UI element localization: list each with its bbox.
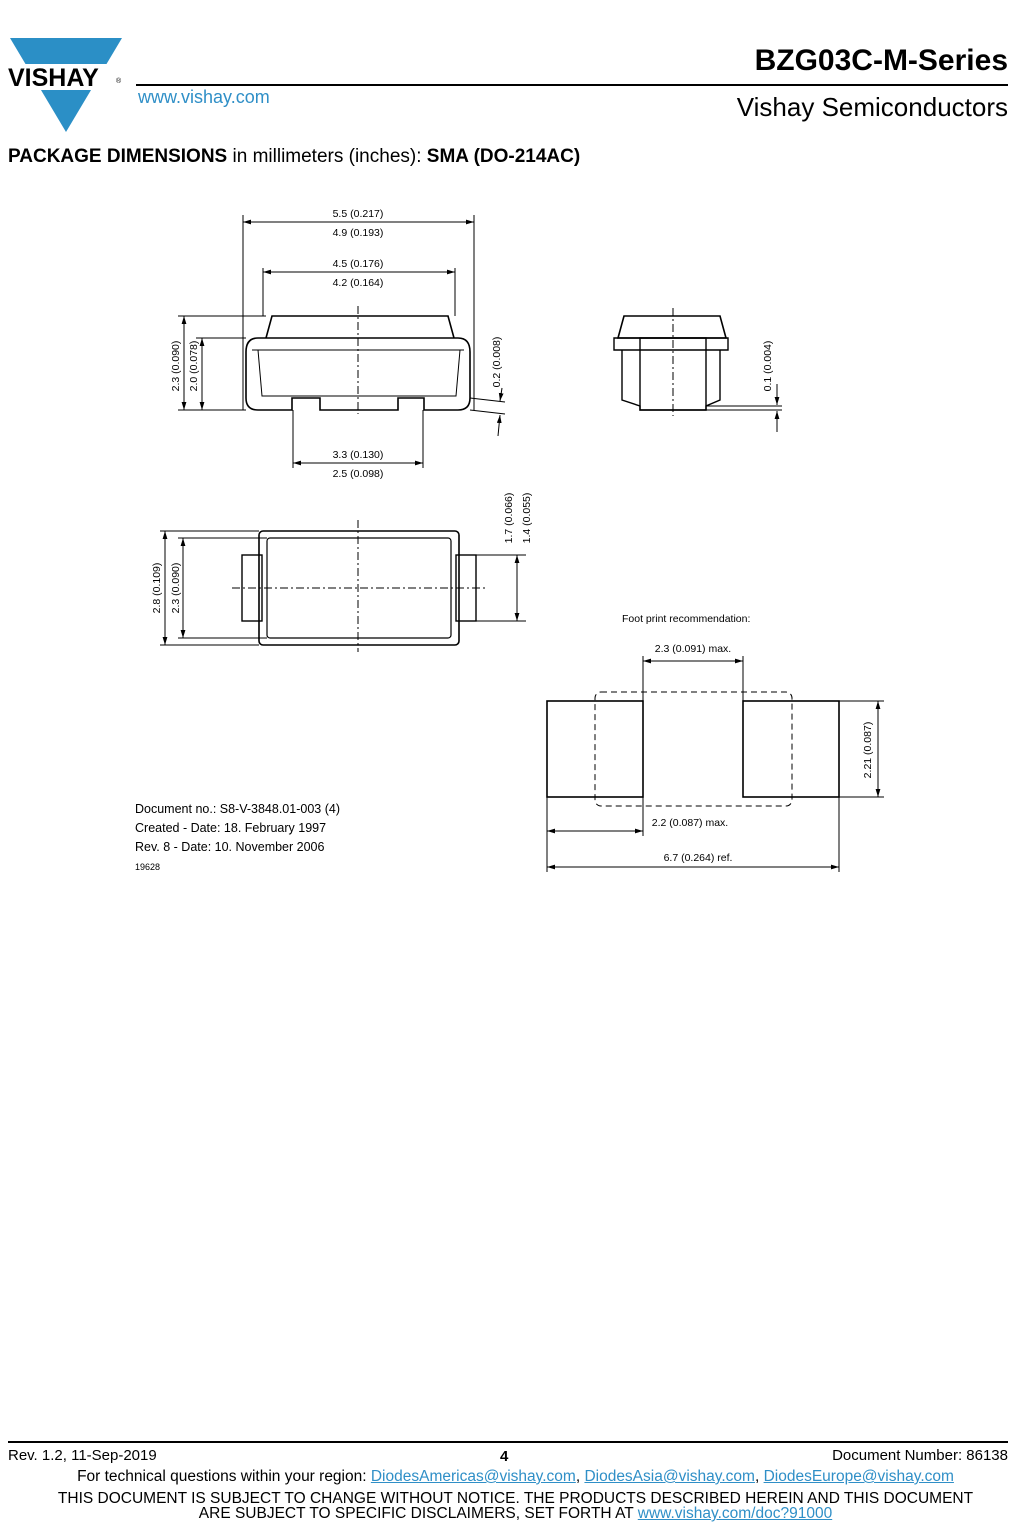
fp-total: 6.7 (0.264) ref. [663,852,733,864]
dim-side-offset: 0.1 (0.004) [762,340,774,392]
logo-wordmark: VISHAY [8,64,99,92]
dim-top-height-min: 2.3 (0.090) [170,562,182,614]
dim-height-max: 2.3 (0.090) [170,340,182,392]
dim-body-min: 4.2 (0.164) [332,277,384,289]
fp-gap: 2.3 (0.091) max. [654,643,732,655]
heading-bold: PACKAGE DIMENSIONS [8,146,228,167]
fp-pad-width: 2.2 (0.087) max. [651,817,729,829]
vishay-logo [6,36,126,134]
svg-text:®: ® [116,78,122,85]
dim-body-max: 4.5 (0.176) [332,258,384,270]
dim-top-height-max: 2.8 (0.109) [151,562,163,614]
doc-info-created: Created - Date: 18. February 1997 [135,821,327,835]
email-asia-link[interactable]: DiodesAsia@vishay.com [584,1468,755,1485]
doc-info-number: Document no.: S8-V-3848.01-003 (4) [135,802,340,816]
disclaimer-line-2 [0,1505,1031,1523]
side-view [178,215,505,468]
document-number: Document Number: 86138 [832,1447,1008,1464]
contact-line [0,1468,1031,1486]
dim-height-min: 2.0 (0.078) [188,340,200,392]
header-rule [136,84,1008,86]
dim-lead-thickness: 0.2 (0.008) [491,336,503,388]
figure-id: 19628 [135,862,161,872]
end-view [614,308,782,432]
separator: , [575,1468,585,1485]
top-view [160,520,526,652]
website-link[interactable]: www.vishay.com [138,87,270,107]
dim-lead-space-min: 2.5 (0.098) [332,468,384,480]
disclaimer-link[interactable]: www.vishay.com/doc?91000 [637,1505,833,1522]
email-europe-link[interactable]: DiodesEurope@vishay.com [763,1468,954,1485]
company-name: Vishay Semiconductors [736,92,1008,122]
separator: , [754,1468,764,1485]
package-dimension-drawing [0,180,1031,900]
dim-width-max: 5.5 (0.217) [332,208,384,220]
heading-normal: in millimeters (inches): [227,146,427,167]
footprint-view [547,656,884,872]
doc-info-revision: Rev. 8 - Date: 10. November 2006 [135,840,325,854]
dim-width-min: 4.9 (0.193) [332,227,384,239]
heading-package: SMA (DO-214AC) [426,146,581,167]
fp-pad-height: 2.21 (0.087) [862,721,874,779]
footprint-title: Foot print recommendation: [622,613,751,625]
email-americas-link[interactable]: DiodesAmericas@vishay.com [370,1468,576,1485]
document-title: BZG03C-M-Series [754,44,1008,77]
dim-lead-len-min: 1.4 (0.055) [521,492,533,544]
disclaimer-line-1: THIS DOCUMENT IS SUBJECT TO CHANGE WITHOUT NOTICE. THE PRODUCTS DESCRIBED HEREIN AND THIS DOCUMENT [57,1490,974,1507]
dim-lead-len-max: 1.7 (0.066) [503,492,515,544]
page-number: 4 [500,1448,509,1465]
section-heading [8,146,580,168]
footer-rule [8,1441,1008,1443]
footer-revision: Rev. 1.2, 11-Sep-2019 [8,1447,157,1464]
disclaimer-prefix: ARE SUBJECT TO SPECIFIC DISCLAIMERS, SET FORTH AT [198,1505,638,1522]
dim-lead-space-max: 3.3 (0.130) [332,449,384,461]
contact-prefix: For technical questions within your region: [77,1468,371,1485]
